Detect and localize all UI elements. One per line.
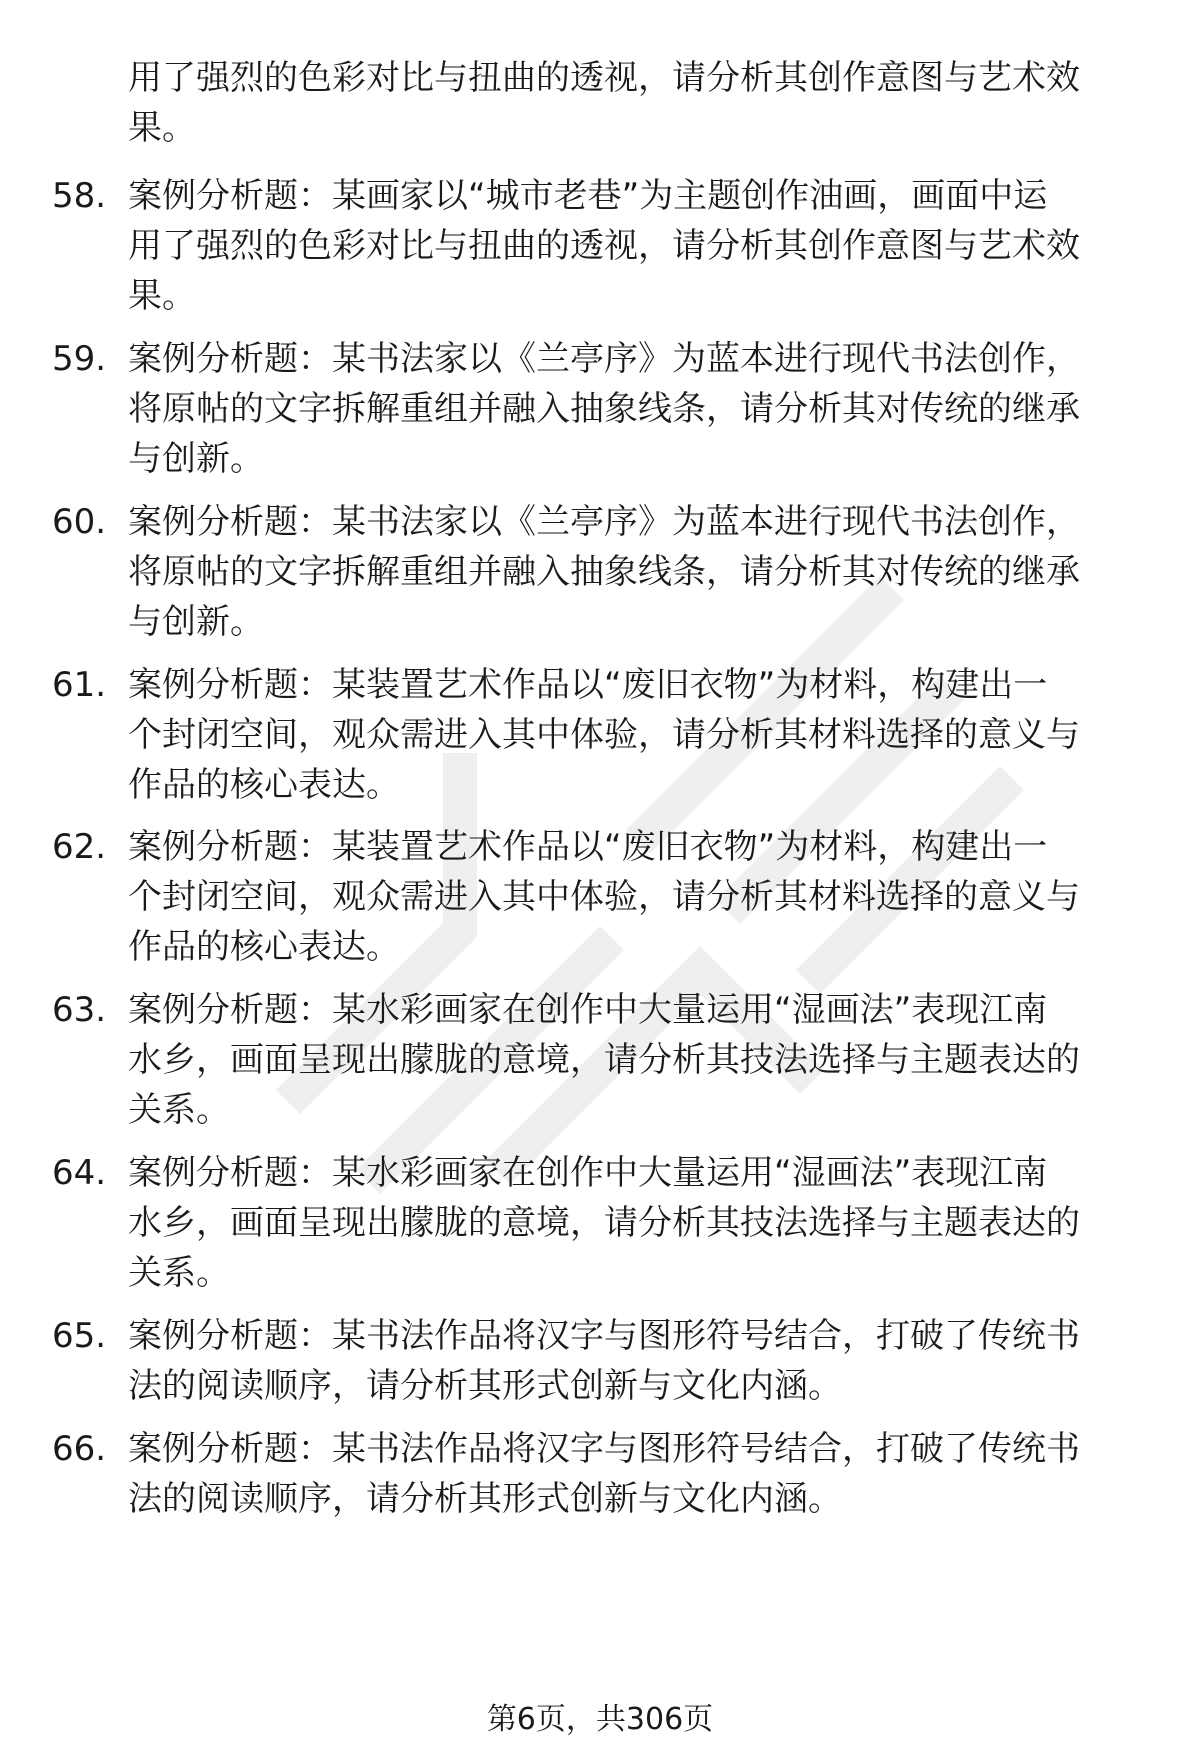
- page-footer: 第6页，共306页: [486, 1702, 714, 1737]
- text-line: 用了强烈的色彩对比与扭曲的透视，请分析其创作意图与艺术效: [128, 58, 1080, 98]
- text-line: 法的阅读顺序，请分析其形式创新与文化内涵。: [128, 1479, 842, 1519]
- text-line: 与创新。: [128, 439, 264, 479]
- text-line: 法的阅读顺序，请分析其形式创新与文化内涵。: [128, 1366, 842, 1406]
- question-number: 58.: [52, 176, 107, 216]
- question-text: [128, 497, 1128, 647]
- continuation-text: [128, 53, 1128, 153]
- text-line: 水乡，画面呈现出朦胧的意境，请分析其技法选择与主题表达的: [128, 1203, 1080, 1243]
- question-number: 62.: [52, 827, 107, 867]
- text-line: 案例分析题：某书法作品将汉字与图形符号结合，打破了传统书: [128, 1429, 1080, 1469]
- question-text: [128, 822, 1128, 972]
- question-number: 63.: [52, 990, 107, 1030]
- text-line: 用了强烈的色彩对比与扭曲的透视，请分析其创作意图与艺术效: [128, 226, 1080, 266]
- text-line: 果。: [128, 108, 196, 148]
- question-text: [128, 1424, 1128, 1524]
- question-number: 65.: [52, 1316, 107, 1356]
- text-line: 与创新。: [128, 602, 264, 642]
- text-line: 案例分析题：某画家以“城市老巷”为主题创作油画，画面中运: [128, 176, 1048, 216]
- text-line: 案例分析题：某装置艺术作品以“废旧衣物”为材料，构建出一: [128, 665, 1048, 705]
- text-line: 案例分析题：某书法家以《兰亭序》为蓝本进行现代书法创作，: [128, 339, 1080, 379]
- question-number: 66.: [52, 1429, 107, 1469]
- text-line: 果。: [128, 276, 196, 316]
- text-line: 案例分析题：某水彩画家在创作中大量运用“湿画法”表现江南: [128, 1153, 1048, 1193]
- question-text: [128, 171, 1128, 321]
- question-number: 61.: [52, 665, 107, 705]
- text-line: 作品的核心表达。: [128, 765, 400, 805]
- question-number: 59.: [52, 339, 107, 379]
- text-line: 案例分析题：某水彩画家在创作中大量运用“湿画法”表现江南: [128, 990, 1048, 1030]
- question-text: [128, 985, 1128, 1135]
- text-line: 个封闭空间，观众需进入其中体验，请分析其材料选择的意义与: [128, 877, 1080, 917]
- text-line: 水乡，画面呈现出朦胧的意境，请分析其技法选择与主题表达的: [128, 1040, 1080, 1080]
- question-text: [128, 1311, 1128, 1411]
- text-line: 关系。: [128, 1090, 230, 1130]
- question-text: [128, 1148, 1128, 1298]
- text-line: 案例分析题：某书法家以《兰亭序》为蓝本进行现代书法创作，: [128, 502, 1080, 542]
- text-line: 案例分析题：某装置艺术作品以“废旧衣物”为材料，构建出一: [128, 827, 1048, 867]
- question-text: [128, 334, 1128, 484]
- question-text: [128, 660, 1128, 810]
- question-number: 64.: [52, 1153, 107, 1193]
- text-line: 个封闭空间，观众需进入其中体验，请分析其材料选择的意义与: [128, 715, 1080, 755]
- question-number: 60.: [52, 502, 107, 542]
- text-line: 作品的核心表达。: [128, 927, 400, 967]
- text-line: 将原帖的文字拆解重组并融入抽象线条，请分析其对传统的继承: [128, 389, 1080, 429]
- text-line: 案例分析题：某书法作品将汉字与图形符号结合，打破了传统书: [128, 1316, 1080, 1356]
- text-line: 将原帖的文字拆解重组并融入抽象线条，请分析其对传统的继承: [128, 552, 1080, 592]
- text-line: 关系。: [128, 1253, 230, 1293]
